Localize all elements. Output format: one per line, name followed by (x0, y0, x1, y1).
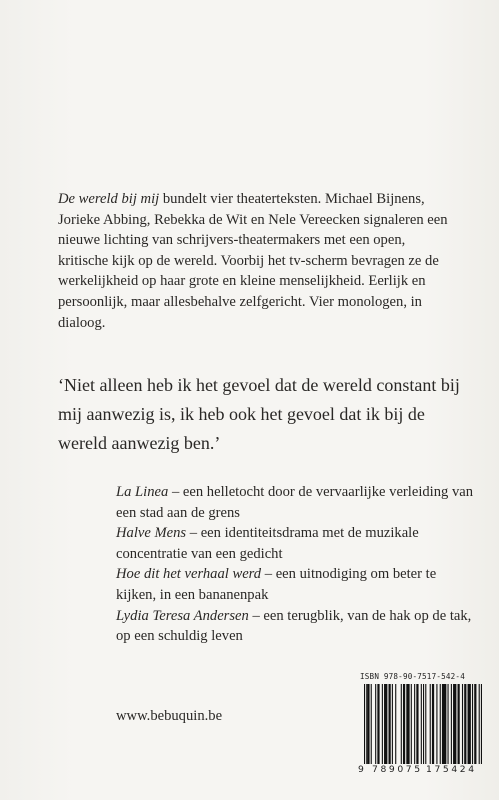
play-list (116, 482, 476, 647)
quote-text: ‘Niet alleen heb ik het gevoel dat de wereld constant bij mij aanwezig is, ik heb ook het gevoel dat ik bij de wereld aanwezig ben.’ (58, 375, 460, 453)
barcode-bar (472, 684, 473, 764)
barcode-bar (392, 684, 393, 764)
barcode-digits-left: 789075 (372, 764, 423, 775)
blurb-paragraph (58, 189, 458, 333)
play-item (116, 564, 476, 605)
barcode-bar (436, 684, 437, 764)
play-description: – een identiteitsdrama met de muzikale concentratie van een gedicht (116, 525, 419, 562)
barcode-bar (453, 684, 456, 764)
barcode-bar (377, 684, 379, 764)
barcode-bar (367, 684, 369, 764)
play-item (116, 523, 476, 564)
barcode-bar (464, 684, 466, 764)
barcode-bar (414, 684, 415, 764)
barcode-digits-right: 175424 (426, 764, 477, 775)
barcode-bar (423, 684, 424, 764)
publisher-url: www.bebuquin.be (116, 708, 223, 724)
barcode-bar (481, 684, 482, 764)
barcode-bar (395, 684, 396, 764)
book-title-italic: De wereld bij mij (58, 191, 160, 207)
barcode-bar (406, 684, 409, 764)
barcode-bar (388, 684, 390, 764)
barcode-bars (364, 684, 482, 764)
isbn-barcode (358, 672, 486, 776)
barcode-bar (468, 684, 471, 764)
play-description: – een helletocht door de vervaarlijke verleiding van een stad aan de grens (116, 484, 474, 521)
barcode-bar (403, 684, 405, 764)
barcode-bar (366, 684, 367, 764)
barcode-bar (474, 684, 476, 764)
barcode-bar (432, 684, 434, 764)
barcode-bar (442, 684, 446, 764)
play-title: Hoe dit het verhaal werd (116, 566, 262, 583)
barcode-bar (375, 684, 376, 764)
isbn-label: ISBN 978-90-7517-542-4 (360, 672, 465, 681)
barcode-bar (458, 684, 460, 764)
barcode-bar (364, 684, 365, 764)
barcode-bar (479, 684, 480, 764)
barcode-bar (462, 684, 463, 764)
barcode-bar (401, 684, 402, 764)
barcode-bar (421, 684, 422, 764)
blurb-text: bundelt vier theaterteksten. Michael Bijnens, Jorieke Abbing, Rebekka de Wit en Nele Vereecken signaleren een nieuwe lichting van schrijvers-theatermakers met een open, kritische kijk op de wereld. Voorbij het tv-scherm bevragen ze de werkelijkheid op haar grote en kleine menselijkheid. Eerlijk en persoonlijk, maar allesbehalve zelfgericht. Vier monologen, in dialoog. (58, 191, 448, 331)
play-title: La Linea (116, 484, 169, 500)
barcode-bar (425, 684, 426, 764)
barcode-bar (451, 684, 452, 764)
barcode-bar (371, 684, 372, 764)
barcode-bar (411, 684, 412, 764)
play-item (116, 606, 476, 647)
barcode-digit-first: 9 (358, 764, 364, 775)
play-description: – een terugblik, van de hak op de tak, op een schuldig leven (116, 607, 472, 645)
play-item (116, 482, 476, 523)
play-title: Lydia Teresa Andersen (116, 607, 249, 624)
play-description: – een uitnodiging om beter te kijken, in een bananenpak (116, 566, 437, 603)
barcode-bar (416, 684, 418, 764)
barcode-bar (430, 684, 431, 764)
barcode-bar (384, 684, 387, 764)
pull-quote (58, 371, 478, 458)
barcode-bar (447, 684, 448, 764)
play-title: Halve Mens (116, 525, 187, 542)
barcode-bar (382, 684, 383, 764)
barcode-bar (440, 684, 441, 764)
